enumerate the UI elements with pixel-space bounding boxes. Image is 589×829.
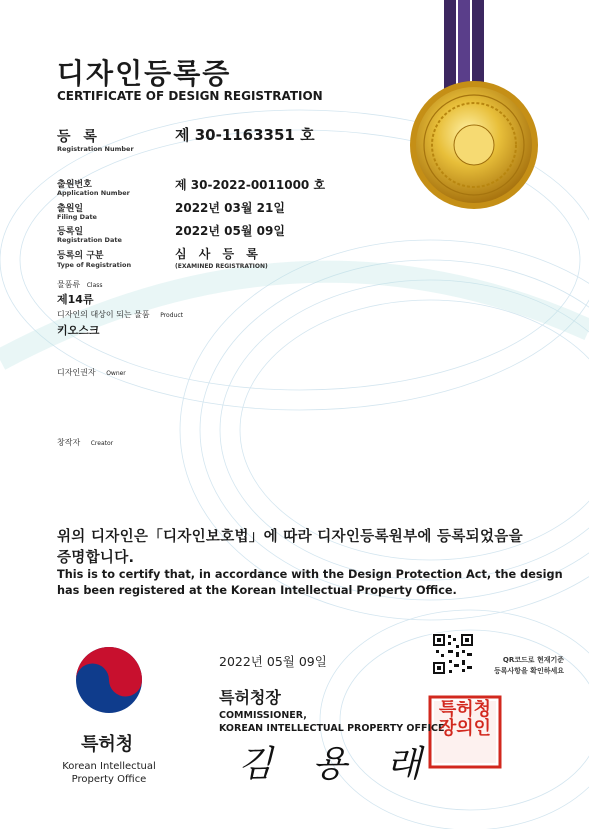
commissioner-title-en-2: KOREAN INTELLECTUAL PROPERTY OFFICE (219, 723, 445, 734)
registration-date-label-en: Registration Date (57, 236, 122, 244)
filing-date-label-en: Filing Date (57, 213, 97, 221)
registration-label-en: Registration Number (57, 145, 134, 153)
application-number-label: 출원번호 (57, 180, 92, 190)
owner-label-en: Owner (106, 370, 126, 377)
office-name: 특허청 (81, 734, 134, 755)
application-number-label-en: Application Number (57, 189, 130, 197)
class-label-en: Class (86, 282, 103, 289)
commissioner-title: 특허청장 (219, 688, 281, 707)
qr-code (432, 633, 474, 675)
registration-type-label-en: Type of Registration (57, 261, 132, 269)
registration-type-en: (EXAMINED REGISTRATION) (175, 263, 268, 270)
certificate-title: 디자인등록증 (57, 57, 232, 90)
office-name-en-2: Property Office (71, 774, 147, 785)
certification-en-line1: This is to certify that, in accordance with the Design Protection Act, the design (57, 568, 563, 581)
product-value: 키오스크 (57, 324, 100, 337)
owner-label: 디자인권자 Owner (57, 368, 126, 377)
product-label-en: Product (160, 312, 183, 319)
commissioner-title-en-1: COMMISSIONER, (219, 710, 307, 721)
certification-ko-line1: 위의 디자인은「디자인보호법」에 따라 디자인등록원부에 등록되었음을 (57, 529, 523, 545)
creator-label-en: Creator (90, 440, 114, 447)
product-label: 디자인의 대상이 되는 물품 Product (57, 310, 183, 319)
commissioner-signature: 김 용 래 (238, 744, 436, 785)
gold-seal-icon (410, 81, 538, 209)
registration-type: 심 사 등 록 (175, 247, 262, 261)
qr-caption-2: 등록사항을 확인하세요 (493, 667, 564, 675)
registration-date: 2022년 05월 09일 (175, 224, 285, 238)
class-label: 물품류 Class (57, 280, 103, 289)
class-value: 제14류 (57, 293, 94, 306)
creator-label: 창작자 Creator (57, 438, 114, 447)
taegeuk-icon (76, 647, 142, 713)
certification-en-line2: has been registered at the Korean Intellectual Property Office. (57, 584, 457, 597)
filing-date: 2022년 03월 21일 (175, 201, 285, 215)
certificate-subtitle: CERTIFICATE OF DESIGN REGISTRATION (57, 89, 323, 103)
stamp-text: 특허청장의인 (438, 699, 492, 739)
registration-label: 등 록 (57, 129, 101, 145)
filing-date-label: 출원일 (57, 204, 84, 214)
registration-type-label: 등록의 구분 (57, 251, 104, 261)
application-number: 제 30-2022-0011000 호 (175, 178, 326, 192)
certification-ko-line2: 증명합니다. (57, 550, 135, 566)
registration-date-label: 등록일 (57, 227, 84, 237)
office-name-en-1: Korean Intellectual (62, 761, 156, 772)
issue-date: 2022년 05월 09일 (219, 654, 327, 669)
qr-caption-1: QR코드로 현재기준 (502, 656, 564, 664)
registration-number: 제 30-1163351 호 (175, 126, 315, 144)
